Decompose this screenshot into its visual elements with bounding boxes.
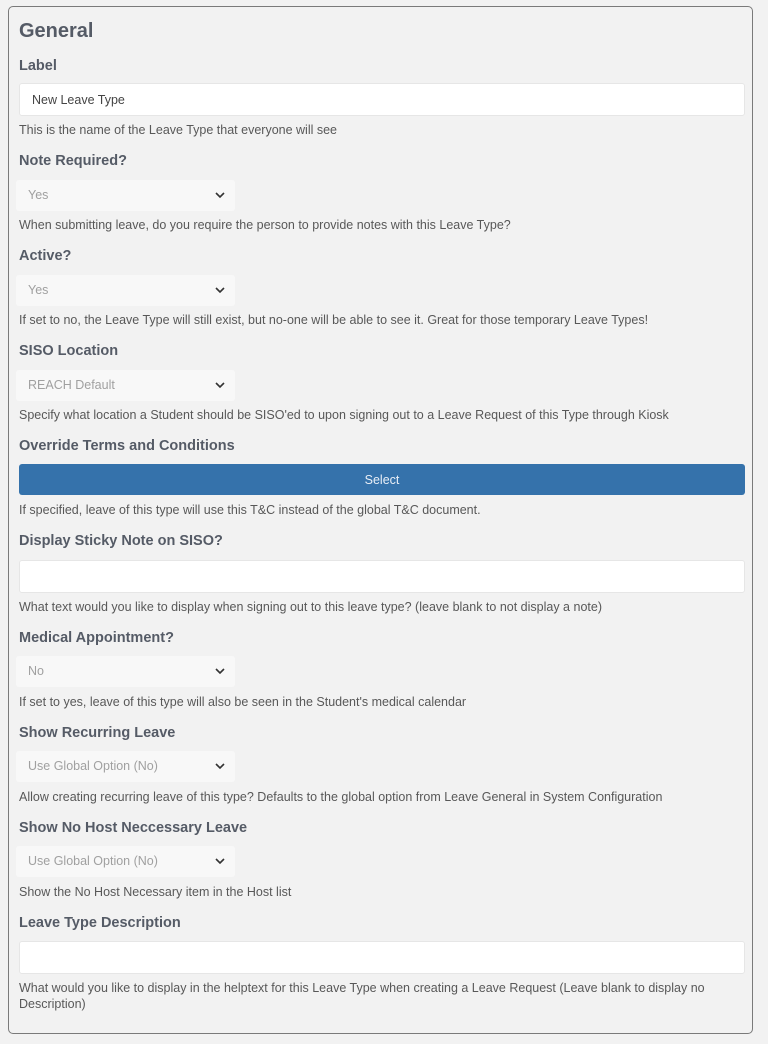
- note-required-select[interactable]: [16, 180, 235, 211]
- chevron-down-icon: [214, 379, 226, 391]
- active-select[interactable]: [16, 275, 235, 306]
- recurring-leave-value: Use Global Option (No): [28, 759, 158, 773]
- siso-location-select[interactable]: [16, 370, 235, 401]
- siso-location-help-text: Specify what location a Student should be SISO'ed to upon signing out to a Leave Request of this Type through Kiosk: [19, 408, 669, 422]
- recurring-leave-select[interactable]: [16, 751, 235, 782]
- override-terms-label: Override Terms and Conditions: [19, 438, 235, 454]
- chevron-down-icon: [214, 760, 226, 772]
- sticky-note-label: Display Sticky Note on SISO?: [19, 533, 223, 549]
- no-host-leave-label: Show No Host Neccessary Leave: [19, 820, 248, 836]
- medical-appointment-value: No: [28, 664, 44, 678]
- label-input[interactable]: [19, 83, 745, 116]
- active-label: Active?: [19, 248, 72, 264]
- chevron-down-icon: [214, 665, 226, 677]
- recurring-leave-help-text: Allow creating recurring leave of this type? Defaults to the global option from Leave General in System Configuration: [19, 790, 663, 804]
- no-host-leave-select[interactable]: [16, 846, 235, 877]
- active-value: Yes: [28, 283, 49, 297]
- active-help-text: If set to no, the Leave Type will still exist, but no-one will be able to see it. Great for those temporary Leave Types!: [19, 313, 649, 327]
- override-terms-help-text: If specified, leave of this type will use this T&C instead of the global T&C document.: [19, 503, 481, 517]
- no-host-leave-value: Use Global Option (No): [28, 854, 158, 868]
- label-help-text: This is the name of the Leave Type that everyone will see: [19, 123, 338, 137]
- description-label: Leave Type Description: [19, 915, 181, 931]
- sticky-note-help-text: What text would you like to display when signing out to this leave type? (leave blank to not display a note): [19, 600, 602, 614]
- medical-appointment-label: Medical Appointment?: [19, 630, 174, 646]
- siso-location-label: SISO Location: [19, 343, 119, 359]
- medical-appointment-help-text: If set to yes, leave of this type will also be seen in the Student's medical calendar: [19, 695, 467, 709]
- note-required-value: Yes: [28, 188, 49, 202]
- description-help-text: What would you like to display in the helptext for this Leave Type when creating a Leave Request (Leave blank to display no Description): [19, 981, 705, 1011]
- no-host-leave-help-text: Show the No Host Necessary item in the Host list: [19, 885, 292, 899]
- label-field-label: Label: [19, 58, 57, 74]
- sticky-note-input[interactable]: [19, 560, 745, 593]
- chevron-down-icon: [214, 855, 226, 867]
- description-input[interactable]: [19, 941, 745, 974]
- medical-appointment-select[interactable]: [16, 656, 235, 687]
- select-terms-button[interactable]: Select: [19, 464, 745, 495]
- siso-location-value: REACH Default: [28, 378, 115, 392]
- general-panel: [8, 6, 753, 1034]
- note-required-help-text: When submitting leave, do you require the person to provide notes with this Leave Type?: [19, 218, 511, 232]
- chevron-down-icon: [214, 284, 226, 296]
- note-required-label: Note Required?: [19, 153, 127, 169]
- recurring-leave-label: Show Recurring Leave: [19, 725, 176, 741]
- section-title: General: [19, 20, 94, 42]
- chevron-down-icon: [214, 189, 226, 201]
